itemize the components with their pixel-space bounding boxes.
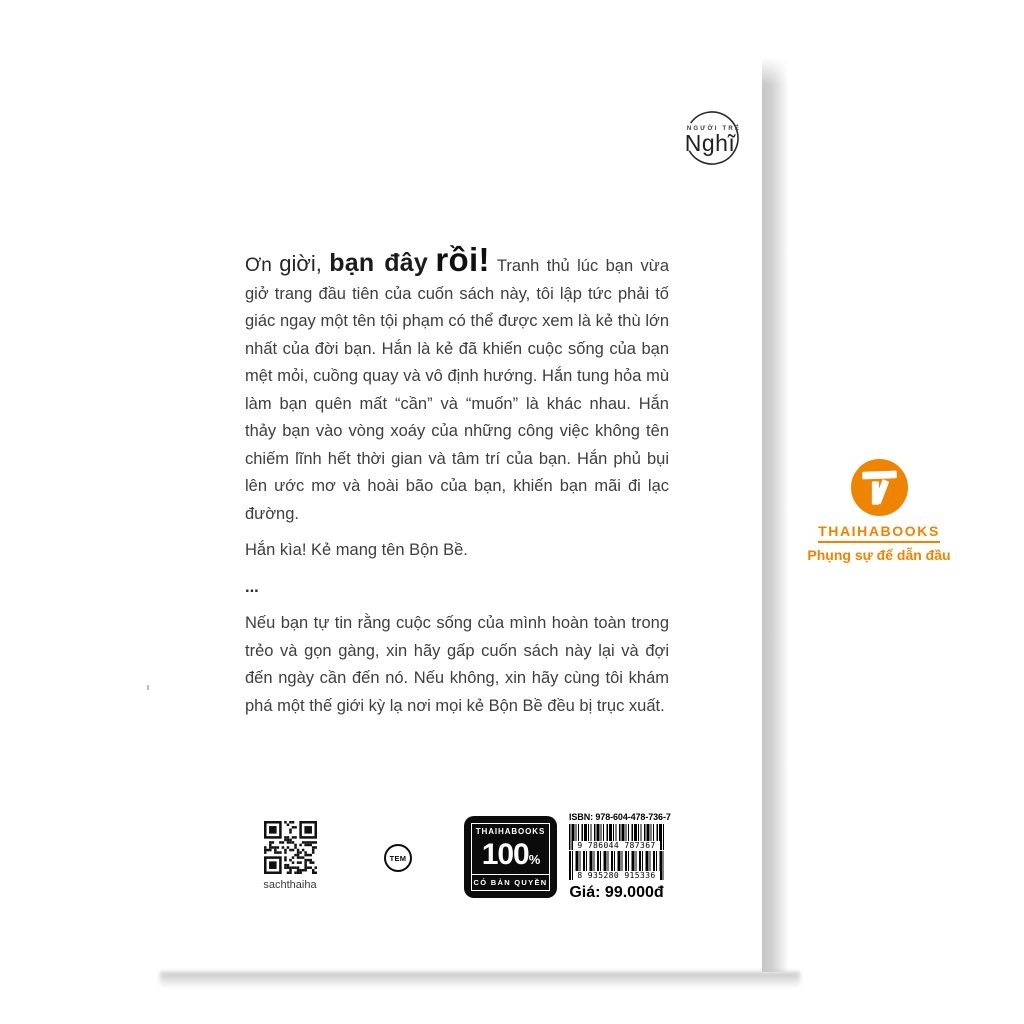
badge-caption: CÓ BẢN QUYỀN xyxy=(472,874,549,890)
back-cover-blurb xyxy=(245,241,670,729)
blurb-paragraph-1 xyxy=(245,241,670,528)
copyright-badge-frame xyxy=(471,823,550,891)
copyright-badge xyxy=(464,816,557,898)
ean-barcode xyxy=(569,851,664,880)
blurb-opening-word-1: Ơn xyxy=(245,255,272,276)
series-logo xyxy=(672,106,748,172)
blurb-ellipsis: ... xyxy=(245,577,259,596)
qr-label: sachthaiha xyxy=(263,879,317,891)
blurb-paragraph-3: Nếu bạn tự tin rằng cuộc sống của mình hoàn toàn trong trẻo và gọn gàng, xin hãy gấp cuốn sách này lại và đợi đến ngày cần đến nó. Nếu không, xin hãy cùng tôi khám phá một thế giới kỳ lạ nơi mọi kẻ Bộn Bề đều bị trục xuất. xyxy=(245,614,669,715)
qr-block xyxy=(258,821,322,891)
dust-speck xyxy=(147,685,149,690)
publisher-name: THAIHABOOKS xyxy=(818,523,940,543)
price-label: Giá: 99.000đ xyxy=(569,884,664,901)
qr-code-icon xyxy=(264,821,317,874)
blurb-paragraph-1-body: Tranh thủ lúc bạn vừa giở trang đầu tiên của cuốn sách này, tôi lập tức phải tố giác ngay một tên tội phạm có thể được xem là kẻ thù lớn nhất của đời bạn. Hắn là kẻ đã khiến cuộc sống của bạn mệt mỏi, cuồng quay và vô định hướng. Hắn tung hỏa mù làm bạn quên mất “cần” và “muốn” là khác nhau. Hắn thảy bạn vào vòng xoáy của những công việc không tên chiếm lĩnh hết thời gian và tâm trí của bạn. Hắn phủ bụi lên ước mơ và hoài bão của bạn, khiến bạn mãi đi lạc đường. xyxy=(245,257,670,523)
series-logo-main-text: Nghĩ xyxy=(684,130,736,156)
badge-brand: THAIHABOOKS xyxy=(475,827,546,836)
series-logo-icon xyxy=(672,106,748,172)
badge-number: 100% xyxy=(481,838,540,872)
tem-stamp: TEM xyxy=(384,844,412,872)
isbn-label: ISBN: 978-604-478-736-7 xyxy=(569,812,671,822)
thaihabooks-icon xyxy=(851,459,908,516)
barcode-block xyxy=(569,812,671,902)
ean-barcode-digits: 8 935280 915336 xyxy=(573,871,660,881)
publisher-tagline: Phụng sự để dẫn đầu xyxy=(807,547,951,563)
series-logo-top-text: NGƯỜI TRẺ xyxy=(686,126,742,132)
isbn-barcode-digits: 9 786044 787367 xyxy=(573,841,660,851)
blurb-paragraph-2: Hắn kìa! Kẻ mang tên Bộn Bề. xyxy=(245,541,468,559)
publisher-logo-block xyxy=(806,459,952,563)
blurb-opening-word-4: rồi! xyxy=(435,241,490,278)
blurb-opening-word-2: giời, xyxy=(279,251,322,276)
isbn-barcode xyxy=(569,824,664,850)
page-edge-shadow-bottom xyxy=(160,972,800,988)
page-edge-shadow-right xyxy=(762,57,789,972)
badge-percent: % xyxy=(528,852,540,868)
blurb-opening-word-3: bạn đây xyxy=(329,249,428,277)
